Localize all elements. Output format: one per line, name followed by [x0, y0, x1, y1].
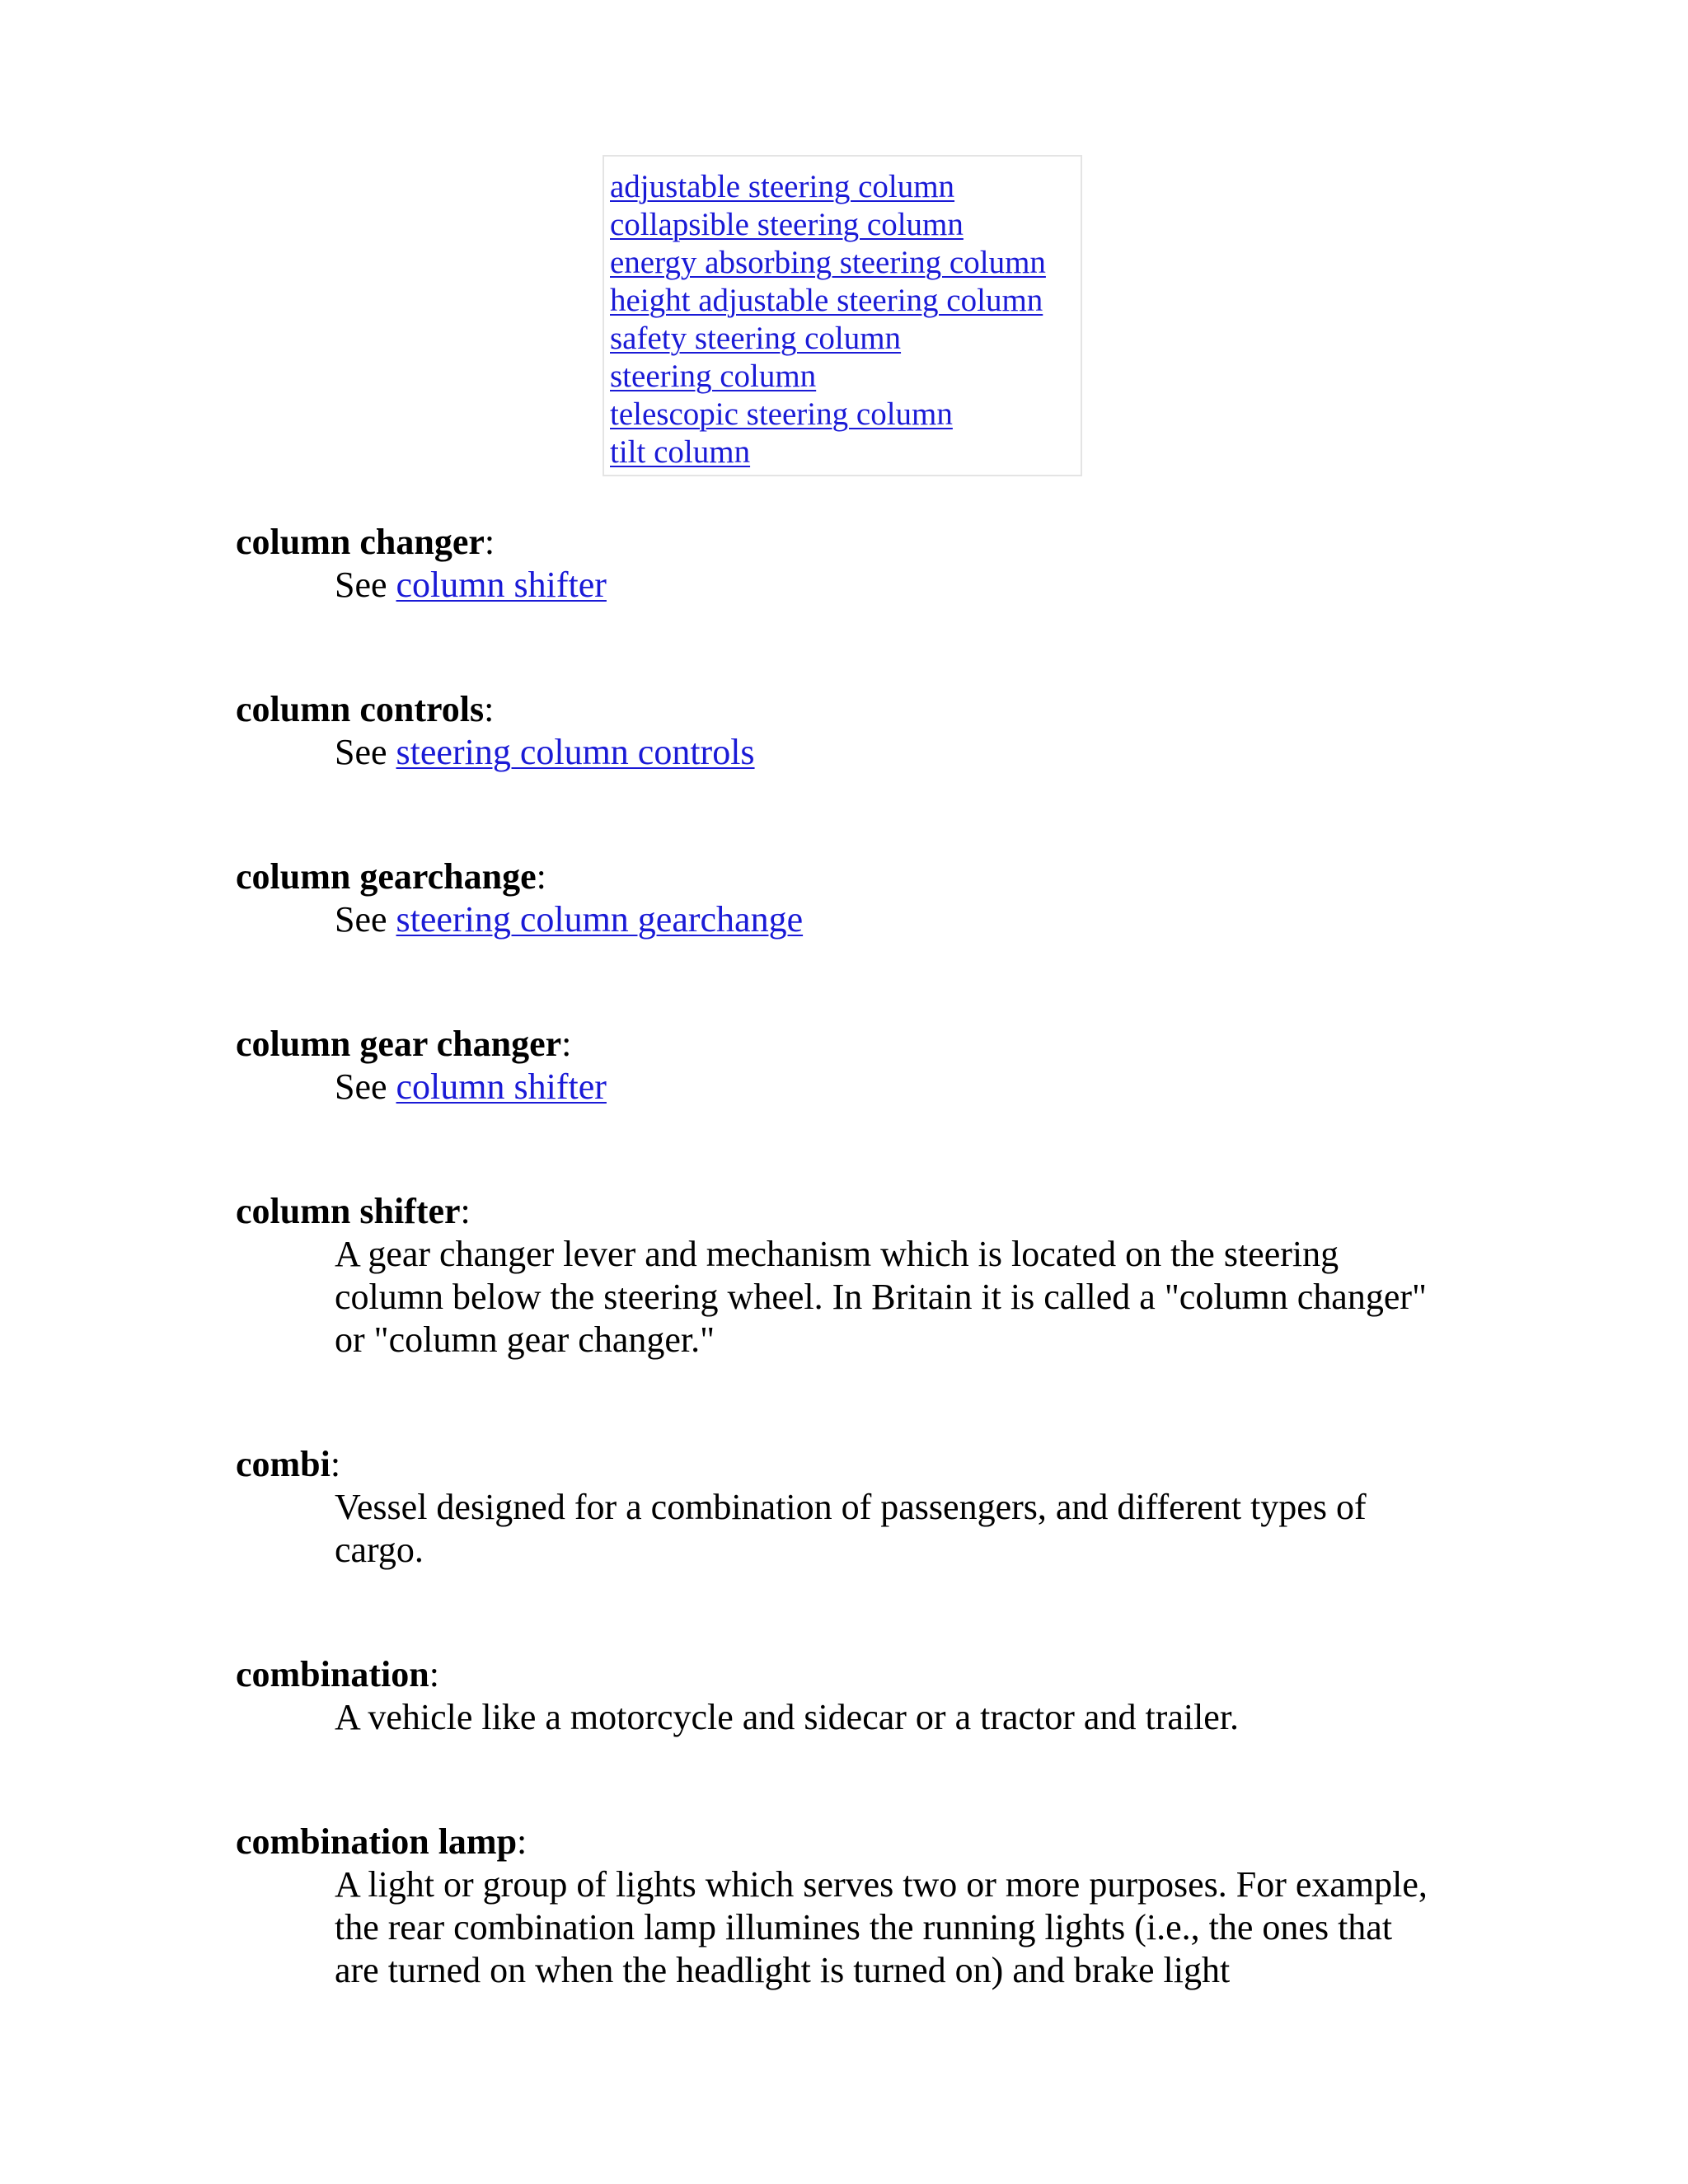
entry-term: combination — [236, 1654, 429, 1694]
term-colon: : — [561, 1024, 572, 1064]
entry-definition — [335, 898, 1439, 941]
entry-definition — [335, 731, 1439, 774]
list-item — [610, 320, 1081, 358]
entry-term-line — [236, 1023, 1456, 1066]
see-link[interactable]: column shifter — [396, 1066, 607, 1107]
entry-term-line — [236, 1653, 1456, 1696]
related-term-link[interactable]: adjustable steering column — [610, 169, 955, 204]
entry-term-line — [236, 1190, 1456, 1233]
list-item — [610, 396, 1081, 434]
term-colon: : — [429, 1654, 439, 1694]
related-term-link[interactable]: collapsible steering column — [610, 207, 964, 242]
related-term-link[interactable]: steering column — [610, 359, 817, 394]
list-item — [610, 168, 1081, 206]
glossary-entry — [236, 1821, 1456, 1992]
see-link[interactable]: steering column controls — [396, 732, 755, 772]
see-label: See — [335, 732, 387, 772]
term-colon: : — [484, 522, 495, 562]
glossary-entry — [236, 1023, 1456, 1108]
entry-term-line — [236, 1443, 1456, 1486]
entry-definition: A light or group of lights which serves two or more purposes. For example, the rear combination lamp illumines the running lights (i.e., the ones that are turned on when the headlight is turned on) and brake light — [335, 1864, 1428, 1990]
glossary-entry — [236, 855, 1456, 941]
entry-definition — [335, 1066, 1439, 1108]
entry-term: combi — [236, 1444, 331, 1484]
entry-term-line — [236, 688, 1456, 731]
entry-term: column shifter — [236, 1191, 461, 1231]
entry-definition: Vessel designed for a combination of passengers, and different types of cargo. — [335, 1487, 1367, 1570]
related-term-link[interactable]: telescopic steering column — [610, 396, 953, 432]
related-term-link[interactable]: tilt column — [610, 434, 751, 470]
glossary-entry — [236, 1190, 1456, 1361]
glossary-entries — [236, 521, 1456, 2074]
entry-term: column gearchange — [236, 856, 537, 897]
see-label: See — [335, 1066, 387, 1107]
glossary-entry — [236, 521, 1456, 607]
related-terms-box — [603, 155, 1082, 476]
related-term-link[interactable]: safety steering column — [610, 321, 902, 356]
related-terms-list — [610, 168, 1081, 471]
entry-term: column controls — [236, 689, 485, 729]
term-colon: : — [536, 856, 546, 897]
term-colon: : — [460, 1191, 471, 1231]
term-colon: : — [484, 689, 495, 729]
related-term-link[interactable]: height adjustable steering column — [610, 283, 1043, 318]
list-item — [610, 282, 1081, 320]
related-term-link[interactable]: energy absorbing steering column — [610, 245, 1046, 280]
list-item — [610, 358, 1081, 396]
glossary-entry — [236, 688, 1456, 774]
glossary-entry — [236, 1653, 1456, 1739]
entry-term-line — [236, 1821, 1456, 1863]
entry-term: column gear changer — [236, 1024, 562, 1064]
entry-term: column changer — [236, 522, 485, 562]
list-item — [610, 244, 1081, 282]
see-link[interactable]: column shifter — [396, 565, 607, 605]
term-colon: : — [330, 1444, 341, 1484]
entry-definition: A vehicle like a motorcycle and sidecar or a tractor and trailer. — [335, 1697, 1240, 1737]
entry-term: combination lamp — [236, 1821, 518, 1862]
see-link[interactable]: steering column gearchange — [396, 899, 804, 940]
term-colon: : — [517, 1821, 528, 1862]
entry-term-line — [236, 855, 1456, 898]
see-label: See — [335, 565, 387, 605]
see-label: See — [335, 899, 387, 940]
glossary-entry — [236, 1443, 1456, 1572]
entry-definition: A gear changer lever and mechanism which is located on the steering column below the steering wheel. In Britain it is called a "column changer" or "column gear changer." — [335, 1234, 1427, 1360]
entry-definition — [335, 564, 1439, 607]
list-item — [610, 434, 1081, 471]
entry-term-line — [236, 521, 1456, 564]
list-item — [610, 206, 1081, 244]
